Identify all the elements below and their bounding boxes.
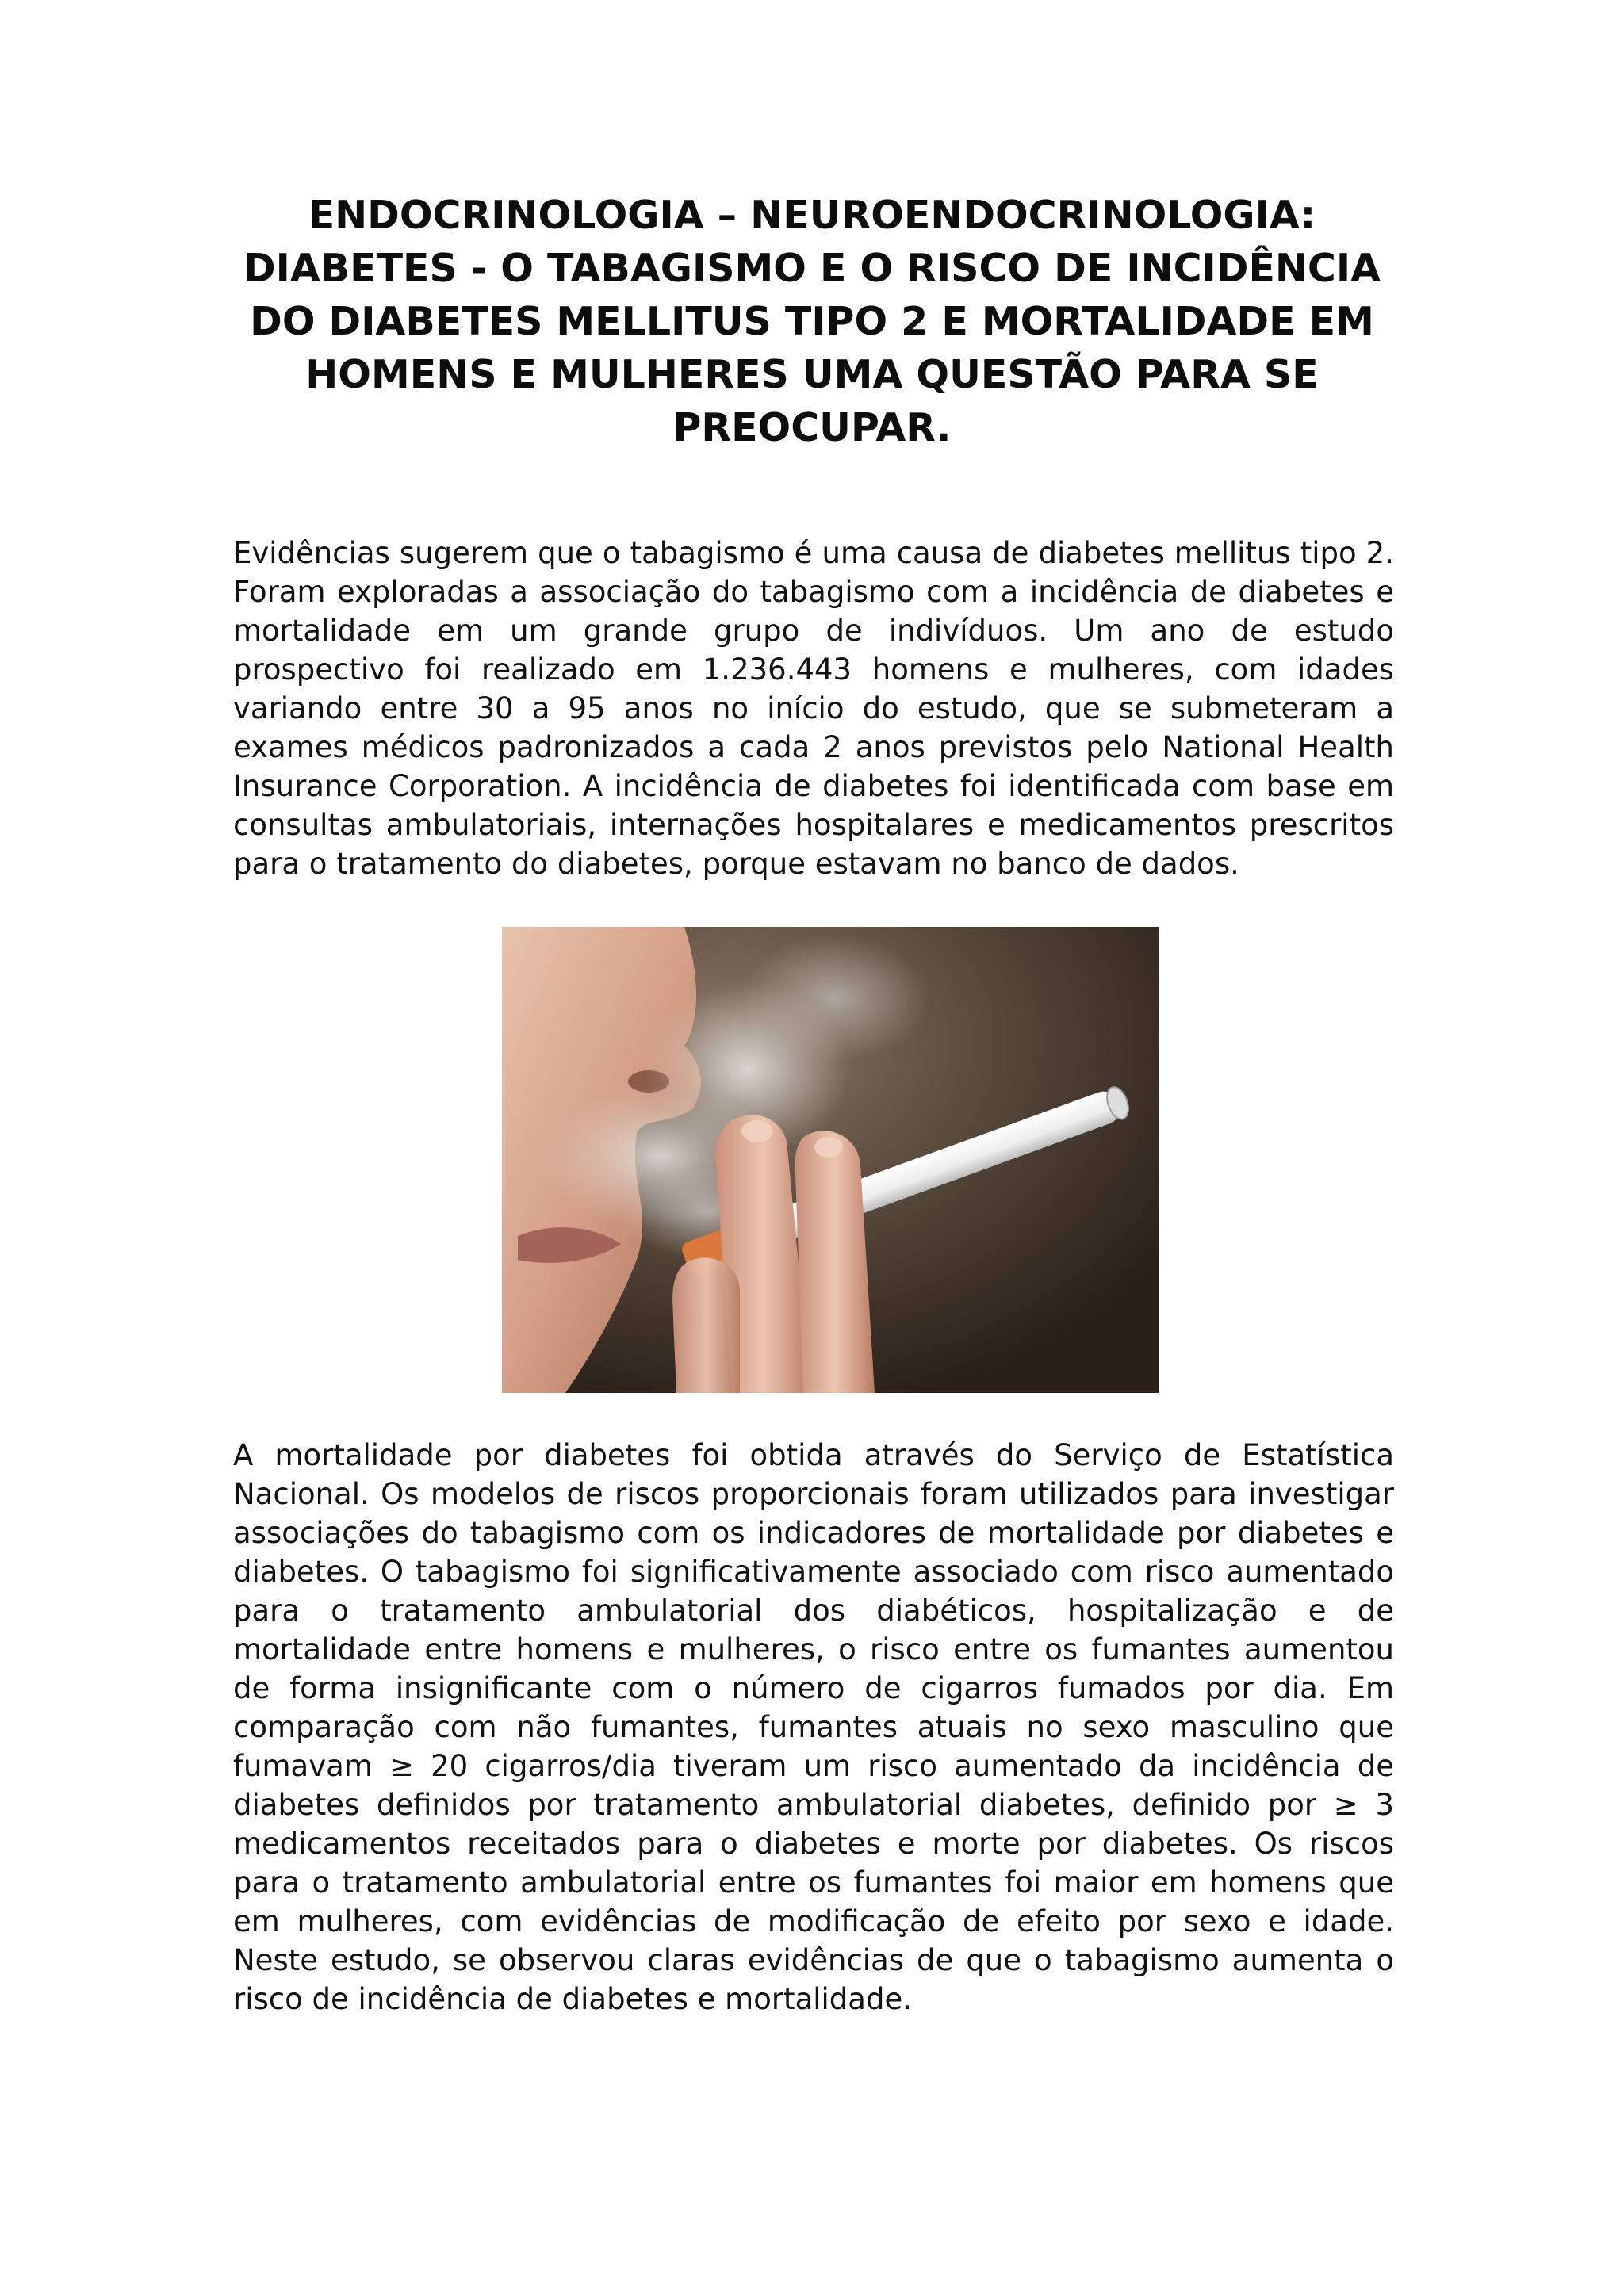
- smoking-photo: [502, 927, 1159, 1393]
- document-title: ENDOCRINOLOGIA – NEUROENDOCRINOLOGIA: DIABETES - O TABAGISMO E O RISCO DE INCIDÊNCIA DO DIABETES MELLITUS TIPO 2 E MORTALIDADE EM HOMENS E MULHERES UMA QUESTÃO PARA SE PREOCUPAR.: [243, 193, 1381, 450]
- paragraph-results: A mortalidade por diabetes foi obtida através do Serviço de Estatística Nacional. Os modelos de riscos proporcionais foram utilizados para investigar associações do tabagismo com os indicadores de mortalidade por diabetes e diabetes. O tabagismo foi significativamente associado com risco aumentado para o tratamento ambulatorial dos diabéticos, hospitalização e de mortalidade entre homens e mulheres, o risco entre os fumantes aumentou de forma insignificante com o número de cigarros fumados por dia. Em comparação com não fumantes, fumantes atuais no sexo masculino que fumavam ≥ 20 cigarros/dia tiveram um risco aumentado da incidência de diabetes definidos por tratamento ambulatorial diabetes, definido por ≥ 3 medicamentos receitados para o diabetes e morte por diabetes. Os riscos para o tratamento ambulatorial entre os fumantes foi maior em homens que em mulheres, com evidências de modificação de efeito por sexo e idade. Neste estudo, se observou claras evidências de que o tabagismo aumenta o risco de incidência de diabetes e mortalidade.: [233, 1438, 1394, 2016]
- paragraph-intro: Evidências sugerem que o tabagismo é uma causa de diabetes mellitus tipo 2. Foram exploradas a associação do tabagismo com a incidência de diabetes e mortalidade em um grande grupo de indivíduos. Um ano de estudo prospectivo foi realizado em 1.236.443 homens e mulheres, com idades variando entre 30 a 95 anos no início do estudo, que se submeteram a exames médicos padronizados a cada 2 anos previstos pelo National Health Insurance Corporation. A incidência de diabetes foi identificada com base em consultas ambulatoriais, internações hospitalares e medicamentos prescritos para o tratamento do diabetes, porque estavam no banco de dados.: [233, 536, 1394, 881]
